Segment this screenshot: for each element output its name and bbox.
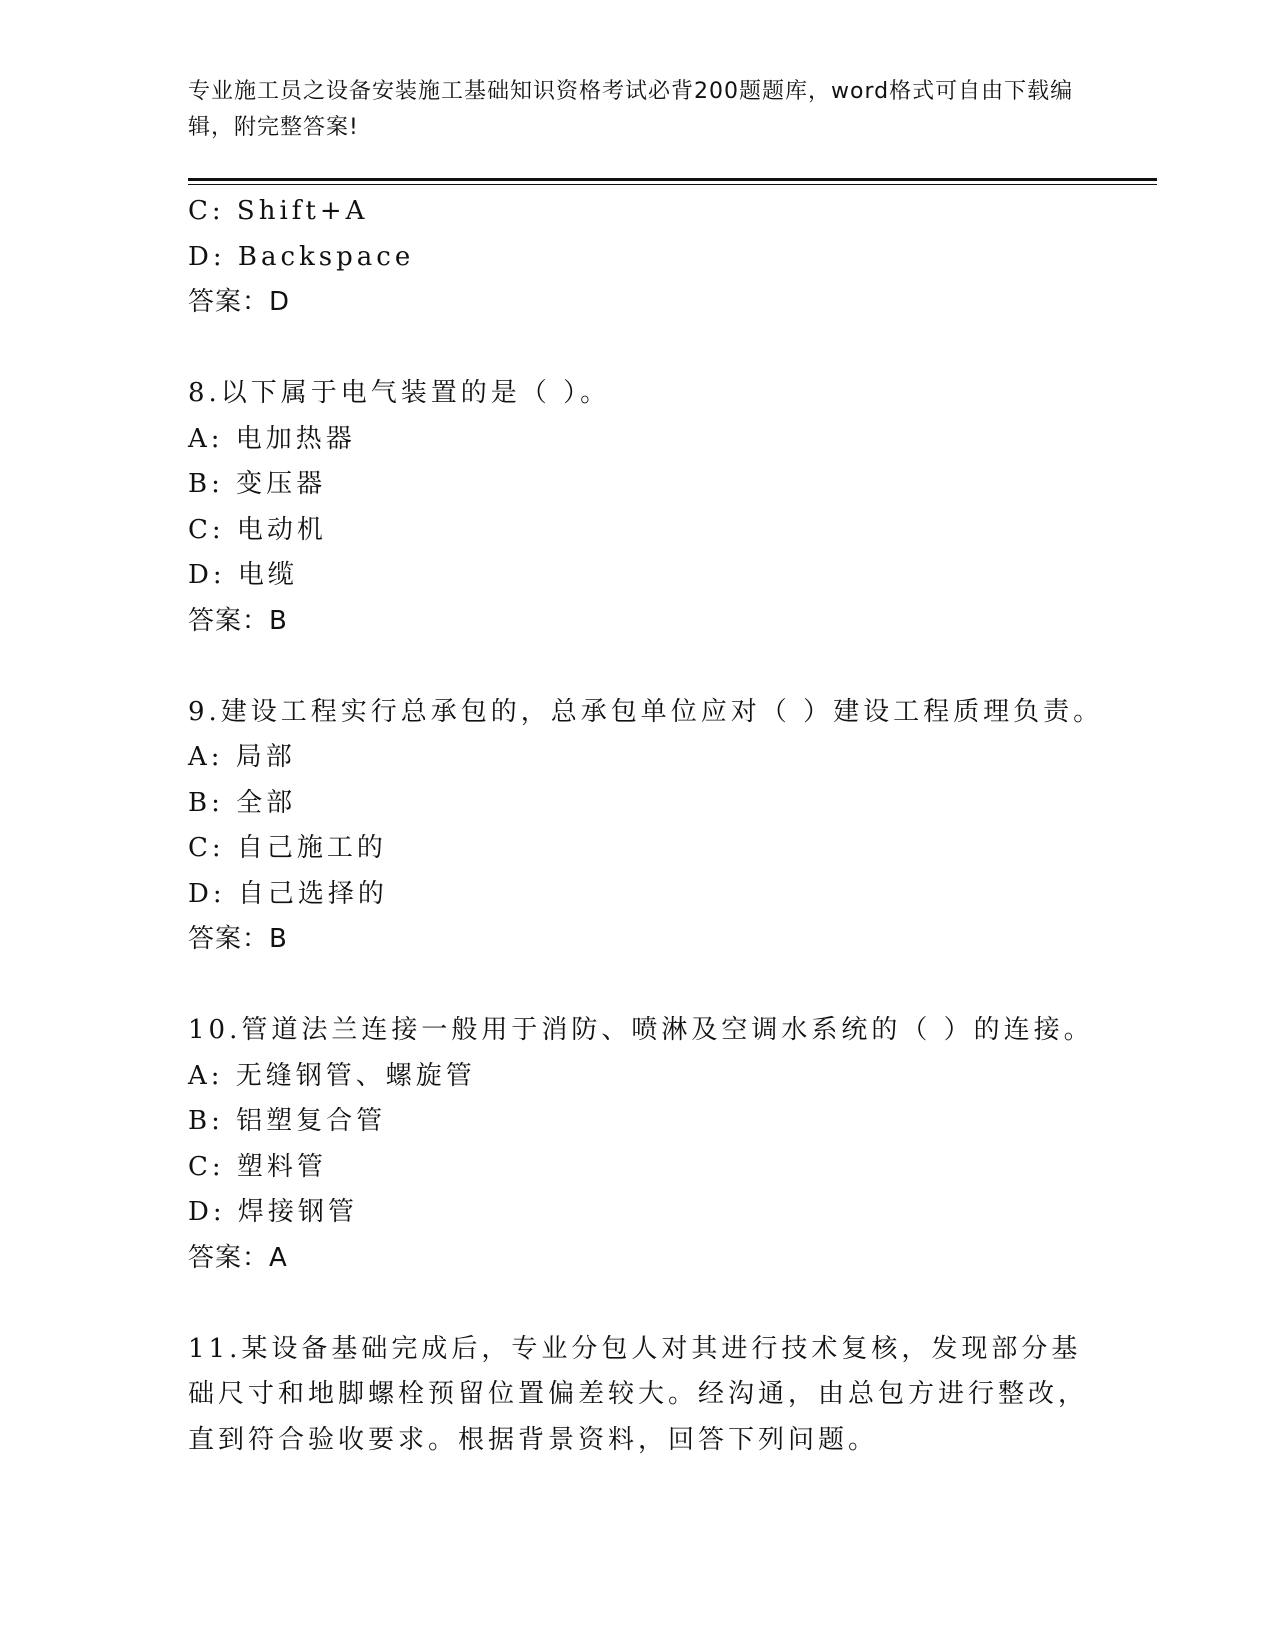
option-d: D: 电缆	[188, 560, 298, 590]
spacer	[188, 963, 1088, 1009]
answer-label: 答案：D	[188, 287, 291, 317]
option-c: C: Shift+A	[188, 196, 369, 226]
option-c: C: 电动机	[188, 514, 327, 545]
question-text: 9.建设工程实行总承包的，总承包单位应对（ ）建设工程质理负责。	[188, 696, 1104, 727]
option-b: B: 变压器	[188, 469, 327, 499]
option-d: D: 焊接钢管	[188, 1197, 358, 1227]
option-a: A: 电加热器	[188, 423, 356, 454]
spacer	[188, 1281, 1088, 1327]
question-10	[188, 1008, 1094, 1281]
option-a: A: 局部	[188, 742, 296, 772]
answer-label: 答案：B	[188, 924, 288, 954]
option-d: D: 自己选择的	[188, 878, 388, 909]
question-text: 10.管道法兰连接一般用于消防、喷淋及空调水系统的（ ）的连接。	[188, 1015, 1094, 1045]
option-d: D: Backspace	[188, 241, 415, 272]
question-text: 8.以下属于电气装置的是（ ）。	[188, 378, 611, 408]
question-8	[188, 371, 1088, 644]
question-text: 11.某设备基础完成后，专业分包人对其进行技术复核，发现部分基础尺寸和地脚螺栓预留位置偏差较大。经沟通，由总包方进行整改，直到符合验收要求。根据背景资料，回答下列问题。	[188, 1333, 1089, 1455]
answer-label: 答案：B	[188, 605, 288, 636]
question-11	[188, 1327, 1088, 1464]
answer-label: 答案：A	[188, 1242, 288, 1273]
option-a: A: 无缝钢管、螺旋管	[188, 1060, 476, 1091]
spacer	[188, 644, 1088, 690]
option-c: C: 自己施工的	[188, 833, 387, 863]
question-7-tail	[188, 189, 1088, 326]
spacer	[188, 326, 1088, 372]
header-divider-thin	[188, 184, 1157, 185]
option-c: C: 塑料管	[188, 1151, 327, 1182]
option-b: B: 全部	[188, 787, 297, 818]
header-divider-thick	[188, 178, 1157, 181]
question-9	[188, 690, 1104, 963]
option-b: B: 铝塑复合管	[188, 1106, 387, 1136]
question-list	[188, 189, 1104, 1463]
document-title: 专业施工员之设备安装施工基础知识资格考试必背200题题库，word格式可自由下载编辑，附完整答案!	[188, 79, 1074, 140]
